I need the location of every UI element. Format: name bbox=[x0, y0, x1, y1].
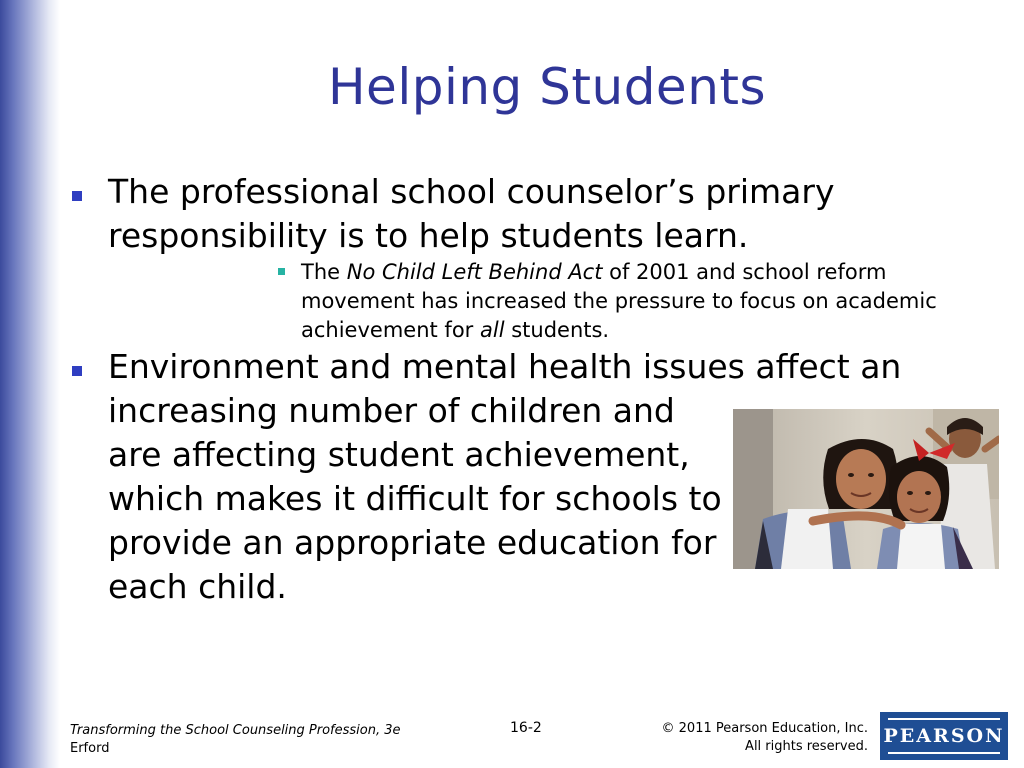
bullet-2-line-4: which makes it difficult for schools to bbox=[108, 479, 722, 518]
footer-citation bbox=[70, 722, 401, 758]
sub-bullet-line-1 bbox=[301, 258, 937, 287]
footer-page-number: 16-2 bbox=[510, 720, 542, 736]
sub-bullet-marker bbox=[278, 268, 285, 275]
bullet-1-line-1: The professional school counselor’s primary bbox=[108, 172, 835, 211]
sub-bullet-line-3 bbox=[301, 316, 937, 345]
sub-bullet-line-3-pre: achievement for bbox=[301, 318, 480, 342]
sub-bullet-line-3-post: students. bbox=[504, 318, 610, 342]
sub-bullet-act-name: No Child Left Behind Act bbox=[346, 260, 603, 284]
pearson-logo bbox=[880, 712, 1008, 760]
students-photo-illustration bbox=[733, 409, 999, 569]
footer-author: Erford bbox=[70, 741, 110, 756]
bullet-marker-1 bbox=[72, 191, 82, 201]
slide-title: Helping Students bbox=[327, 58, 767, 116]
bullet-2-line-2: increasing number of children and bbox=[108, 391, 675, 430]
sub-bullet-emphasis-all: all bbox=[479, 318, 505, 342]
bullet-2-line-6: each child. bbox=[108, 567, 287, 606]
footer-book-title: Transforming the School Counseling Profession, 3e bbox=[70, 723, 401, 738]
bullet-1-text bbox=[108, 170, 835, 258]
footer-copyright bbox=[662, 720, 868, 756]
sub-bullet-line-1-pre: The bbox=[301, 260, 347, 284]
bullet-marker-2 bbox=[72, 366, 82, 376]
bullet-2-line-5: provide an appropriate education for bbox=[108, 523, 717, 562]
students-photo bbox=[733, 409, 999, 569]
sub-bullet-text bbox=[301, 258, 937, 345]
bullet-2-line-1: Environment and mental health issues affect an bbox=[108, 347, 902, 386]
pearson-logo-text: PEARSON bbox=[883, 725, 1005, 747]
footer-copyright-line-2: All rights reserved. bbox=[745, 739, 868, 754]
sub-bullet-line-1-post: of 2001 and school reform bbox=[602, 260, 887, 284]
bullet-2-line-3: are affecting student achievement, bbox=[108, 435, 690, 474]
footer-copyright-line-1: © 2011 Pearson Education, Inc. bbox=[661, 721, 868, 736]
sub-bullet-line-2: movement has increased the pressure to focus on academic bbox=[301, 289, 937, 313]
bullet-1-line-2: responsibility is to help students learn. bbox=[108, 216, 749, 255]
